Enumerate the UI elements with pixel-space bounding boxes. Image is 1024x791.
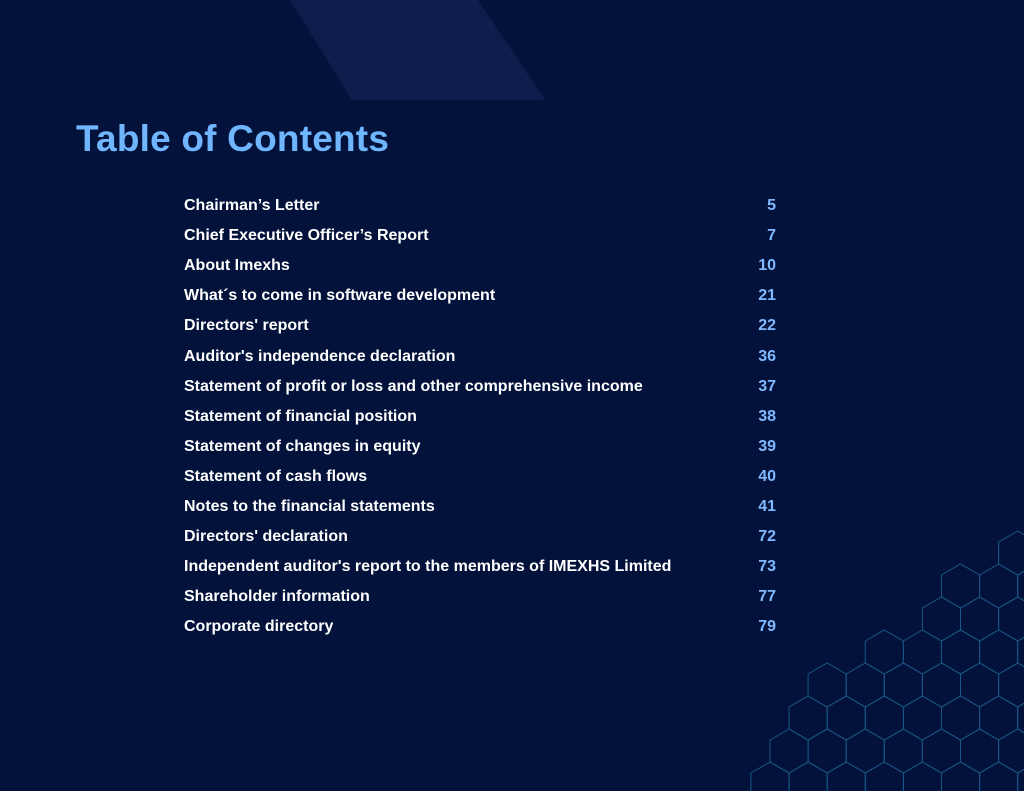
toc-entry-label: What´s to come in software development bbox=[184, 287, 496, 305]
toc-entry[interactable] bbox=[184, 281, 776, 311]
hexagon-cell bbox=[846, 729, 884, 773]
toc-entry[interactable] bbox=[184, 612, 776, 642]
hexagon-cell bbox=[922, 597, 960, 641]
toc-entry-label: Chairman’s Letter bbox=[184, 197, 320, 215]
toc-entry-page-number: 77 bbox=[758, 588, 776, 606]
toc-entry-label: Directors' report bbox=[184, 317, 309, 335]
toc-entry[interactable] bbox=[184, 251, 776, 281]
hexagon-cell bbox=[884, 729, 922, 773]
hexagon-cell bbox=[1018, 564, 1024, 608]
hexagon-cell bbox=[865, 696, 903, 740]
toc-entry-label: Directors' declaration bbox=[184, 528, 348, 546]
hexagon-cell bbox=[999, 729, 1024, 773]
hexagon-cell bbox=[942, 630, 980, 674]
toc-entry-page-number: 73 bbox=[758, 558, 776, 576]
hexagon-cell bbox=[980, 762, 1018, 791]
hexagon-cell bbox=[865, 762, 903, 791]
toc-entry-page-number: 10 bbox=[758, 257, 776, 275]
hexagon-cell bbox=[980, 564, 1018, 608]
toc-entry-label: Statement of changes in equity bbox=[184, 437, 421, 455]
table-of-contents bbox=[184, 191, 776, 642]
toc-entry-page-number: 7 bbox=[767, 227, 776, 245]
hexagon-mesh-decoration bbox=[751, 531, 1024, 791]
toc-entry-page-number: 5 bbox=[767, 197, 776, 215]
hexagon-cell bbox=[999, 663, 1024, 707]
toc-entry-page-number: 21 bbox=[758, 287, 776, 305]
toc-entry-label: Notes to the financial statements bbox=[184, 497, 435, 515]
toc-entry[interactable] bbox=[184, 221, 776, 251]
toc-entry[interactable] bbox=[184, 522, 776, 552]
hexagon-cell bbox=[999, 597, 1024, 641]
toc-entry-page-number: 22 bbox=[758, 317, 776, 335]
hexagon-cell bbox=[827, 696, 865, 740]
toc-entry[interactable] bbox=[184, 191, 776, 221]
hexagon-cell bbox=[980, 696, 1018, 740]
hexagon-cell bbox=[961, 729, 999, 773]
toc-entry-page-number: 36 bbox=[758, 347, 776, 365]
toc-entry-label: Corporate directory bbox=[184, 618, 334, 636]
hexagon-cell bbox=[808, 729, 846, 773]
toc-entry[interactable] bbox=[184, 492, 776, 522]
toc-entry[interactable] bbox=[184, 372, 776, 402]
hexagon-cell bbox=[942, 762, 980, 791]
toc-entry-page-number: 39 bbox=[758, 437, 776, 455]
toc-entry-page-number: 72 bbox=[758, 528, 776, 546]
toc-entry-page-number: 37 bbox=[758, 377, 776, 395]
hexagon-cell bbox=[999, 531, 1024, 575]
toc-entry-page-number: 41 bbox=[758, 497, 776, 515]
toc-entry[interactable] bbox=[184, 402, 776, 432]
toc-entry-label: Statement of financial position bbox=[184, 407, 417, 425]
hexagon-cell bbox=[961, 663, 999, 707]
toc-entry-page-number: 38 bbox=[758, 407, 776, 425]
toc-entry[interactable] bbox=[184, 432, 776, 462]
toc-entry[interactable] bbox=[184, 341, 776, 371]
hexagon-cell bbox=[751, 762, 789, 791]
hexagon-cell bbox=[903, 762, 941, 791]
toc-entry-label: Chief Executive Officer’s Report bbox=[184, 227, 429, 245]
hexagon-cell bbox=[903, 630, 941, 674]
hexagon-cell bbox=[827, 762, 865, 791]
hexagon-cell bbox=[1018, 696, 1024, 740]
hexagon-cell bbox=[846, 663, 884, 707]
toc-entry-page-number: 79 bbox=[758, 618, 776, 636]
toc-entry-label: About Imexhs bbox=[184, 257, 290, 275]
hexagon-cell bbox=[808, 663, 846, 707]
hexagon-cell bbox=[980, 630, 1018, 674]
hexagon-cell bbox=[942, 696, 980, 740]
hexagon-cell bbox=[789, 696, 827, 740]
toc-entry-label: Auditor's independence declaration bbox=[184, 347, 456, 365]
toc-entry[interactable] bbox=[184, 582, 776, 612]
hexagon-cell bbox=[903, 696, 941, 740]
hexagon-cell bbox=[865, 630, 903, 674]
toc-entry-label: Statement of profit or loss and other comprehensive income bbox=[184, 377, 643, 395]
hexagon-cell bbox=[1018, 630, 1024, 674]
hexagon-cell bbox=[922, 729, 960, 773]
toc-entry[interactable] bbox=[184, 552, 776, 582]
hexagon-cell bbox=[922, 663, 960, 707]
toc-entry-label: Shareholder information bbox=[184, 588, 370, 606]
hexagon-cell bbox=[770, 729, 808, 773]
hexagon-cell bbox=[961, 597, 999, 641]
hexagon-cell bbox=[789, 762, 827, 791]
toc-entry-label: Statement of cash flows bbox=[184, 467, 368, 485]
page-title: Table of Contents bbox=[76, 118, 390, 159]
hexagon-cell bbox=[884, 663, 922, 707]
toc-entry-page-number: 40 bbox=[758, 467, 776, 485]
toc-entry-label: Independent auditor's report to the members of IMEXHS Limited bbox=[184, 558, 672, 576]
toc-entry[interactable] bbox=[184, 462, 776, 492]
hexagon-cell bbox=[1018, 762, 1024, 791]
top-parallelogram-shape bbox=[290, 0, 545, 100]
hexagon-cell bbox=[942, 564, 980, 608]
toc-entry[interactable] bbox=[184, 311, 776, 341]
